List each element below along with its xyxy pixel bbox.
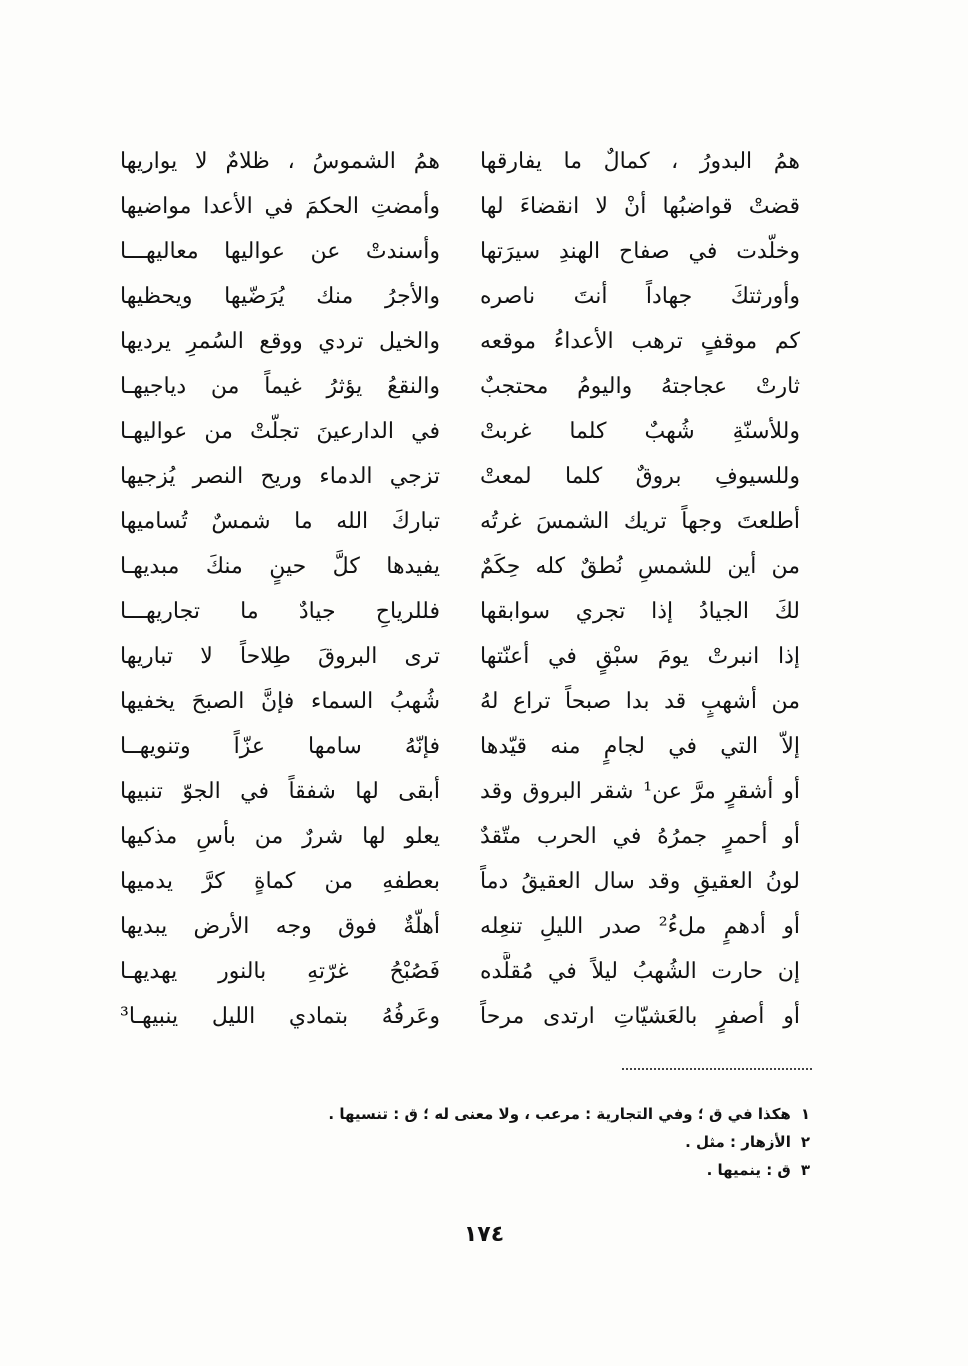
verse-second-hemistich: والنقعُ يؤثرُ غيماً من دياجيهـا — [120, 374, 440, 399]
footnotes — [170, 1100, 810, 1184]
verse-first-hemistich: وأورثتكَ جهاداً أنتَ ناصره — [480, 284, 800, 309]
verse — [120, 547, 800, 587]
verse — [120, 277, 800, 317]
verse-first-hemistich: إذا انبرتْ يومَ سبْقٍ في أعنّتها — [480, 644, 800, 669]
verse — [120, 457, 800, 497]
verse-first-hemistich: أو أشقرٍ مرَّ عن¹ شقر البروق وقد — [480, 779, 800, 804]
verse-second-hemistich: أبقى لها شفقاً في الجوّ تنبيها — [120, 779, 440, 804]
verse — [120, 322, 800, 362]
verse — [120, 142, 800, 182]
footnote-text: هكذا في ق ؛ وفي التجارية : مرعب ، ولا معنى له ؛ ق : تنسيها . — [328, 1105, 791, 1123]
footnote — [170, 1156, 810, 1184]
verse-first-hemistich: قضتْ قواضبُها أنْ لا انقضاءَ لها — [480, 194, 800, 219]
verse — [120, 772, 800, 812]
verse-second-hemistich: فَصُبْحُ غرّتهِ بالنور يهديهـا — [120, 959, 440, 984]
verse-first-hemistich: وللسيوفِ بروقٌ كلما لمعتْ — [480, 464, 800, 489]
verse-second-hemistich: شُهبُ السماء فإنَّ الصبحَ يخفيها — [120, 689, 440, 714]
verse-first-hemistich: كم موقفٍ ترهب الأعداءُ موقعه — [480, 329, 800, 354]
verse-second-hemistich: تزجي الدماء وريح النصر يُزجيها — [120, 464, 440, 489]
verse-first-hemistich: وخلّدت في صفاح الهندِ سيرَتها — [480, 239, 800, 264]
page-number: ١٧٤ — [463, 1222, 505, 1247]
verse-second-hemistich: تباركَ الله ما شمسٌ تُساميها — [120, 509, 440, 534]
footnote-number: ٢ — [800, 1133, 810, 1151]
verse-second-hemistich: فإنّهُ سامها عزّاً وتنويهــا — [120, 734, 440, 759]
verse — [120, 997, 800, 1037]
verse-first-hemistich: ثارتْ عجاجتهُ واليومُ محتجبٌ — [480, 374, 800, 399]
verse-second-hemistich: وأمضتِ الحكمَ في الأعدا مواضيها — [120, 194, 440, 219]
verse — [120, 952, 800, 992]
verse — [120, 412, 800, 452]
footnote-number: ١ — [800, 1105, 810, 1123]
poem — [120, 142, 800, 1042]
verse — [120, 907, 800, 947]
verse-second-hemistich: يعلو لها شررٌ من بأسِ مذكيها — [120, 824, 440, 849]
verse-second-hemistich: فللرياحِ جيادٌ ما تجاريهـــا — [120, 599, 440, 624]
verse — [120, 682, 800, 722]
verse-second-hemistich: والأجرُ منك يُرَضّيها ويحظيها — [120, 284, 440, 309]
verse-second-hemistich: همُ الشموسُ ، ظلامٌ لا يواريها — [120, 149, 440, 174]
verse-first-hemistich: أو أصفرٍ بالعَشيّاتِ ارتدى مرحاً — [480, 1004, 800, 1029]
verse-first-hemistich: أو أحمرٍ جمرُهُ في الحرب متّقدٌ — [480, 824, 800, 849]
verse — [120, 637, 800, 677]
footnote-text: الأزهار : مثل . — [685, 1133, 791, 1151]
verse — [120, 367, 800, 407]
footnote-text: ق : ينميها . — [706, 1161, 791, 1179]
footnote-number: ٣ — [800, 1161, 810, 1179]
verse-first-hemistich: همُ البدورُ ، كمالٌ ما يفارقها — [480, 149, 800, 174]
verse — [120, 817, 800, 857]
verse-first-hemistich: من أشهبٍ قد بدا صبحاً تراع لهُ — [480, 689, 800, 714]
verse-first-hemistich: لكَ الجيادُ إذا تجري سوابقها — [480, 599, 800, 624]
verse — [120, 502, 800, 542]
footnote-separator — [622, 1068, 812, 1070]
verse-second-hemistich: يفيدها كلَّ حينٍ منكَ مبديهـا — [120, 554, 440, 579]
verse — [120, 232, 800, 272]
verse-first-hemistich: أو أدهمٍ ملءُ² صدر الليلِ تنعِله — [480, 914, 800, 939]
verse-first-hemistich: وللأسنّةِ شُهبٌ كلما غربتْ — [480, 419, 800, 444]
verse — [120, 727, 800, 767]
verse-second-hemistich: والخيل تردي ووقع السُمرِ يرديها — [120, 329, 440, 354]
verse-first-hemistich: من أين للشمسِ نُطقٌ كله حِكَمٌ — [480, 554, 800, 579]
verse-second-hemistich: في الدارعينَ تجلّتْ من عواليهـا — [120, 419, 440, 444]
verse-first-hemistich: إلاّ التي في لجامٍ منه قيّدها — [480, 734, 800, 759]
verse-second-hemistich: ترى البروقَ طِلاحاً لا تباريها — [120, 644, 440, 669]
verse-second-hemistich: وأسندتْ عن عواليها معاليهـــا — [120, 239, 440, 264]
verse — [120, 187, 800, 227]
verse — [120, 862, 800, 902]
verse-first-hemistich: أطلعتَ وجهاً تريك الشمسَ غرتُه — [480, 509, 800, 534]
verse-second-hemistich: وعَرفُهُ بتمادي الليل ينبيهـا³ — [120, 1004, 440, 1029]
footnote — [170, 1100, 810, 1128]
verse-second-hemistich: بعطفهِ من كماةٍ كرَّ يدميها — [120, 869, 440, 894]
footnote — [170, 1128, 810, 1156]
verse-first-hemistich: لونُ العقيقِ وقد سال العقيقُ دماً — [480, 869, 800, 894]
verse-first-hemistich: إن حارت الشُهبُ ليلاً في مُقلَّده — [480, 959, 800, 984]
verse — [120, 592, 800, 632]
verse-second-hemistich: أهلّةٌ فوق وجه الأرض يبديها — [120, 914, 440, 939]
